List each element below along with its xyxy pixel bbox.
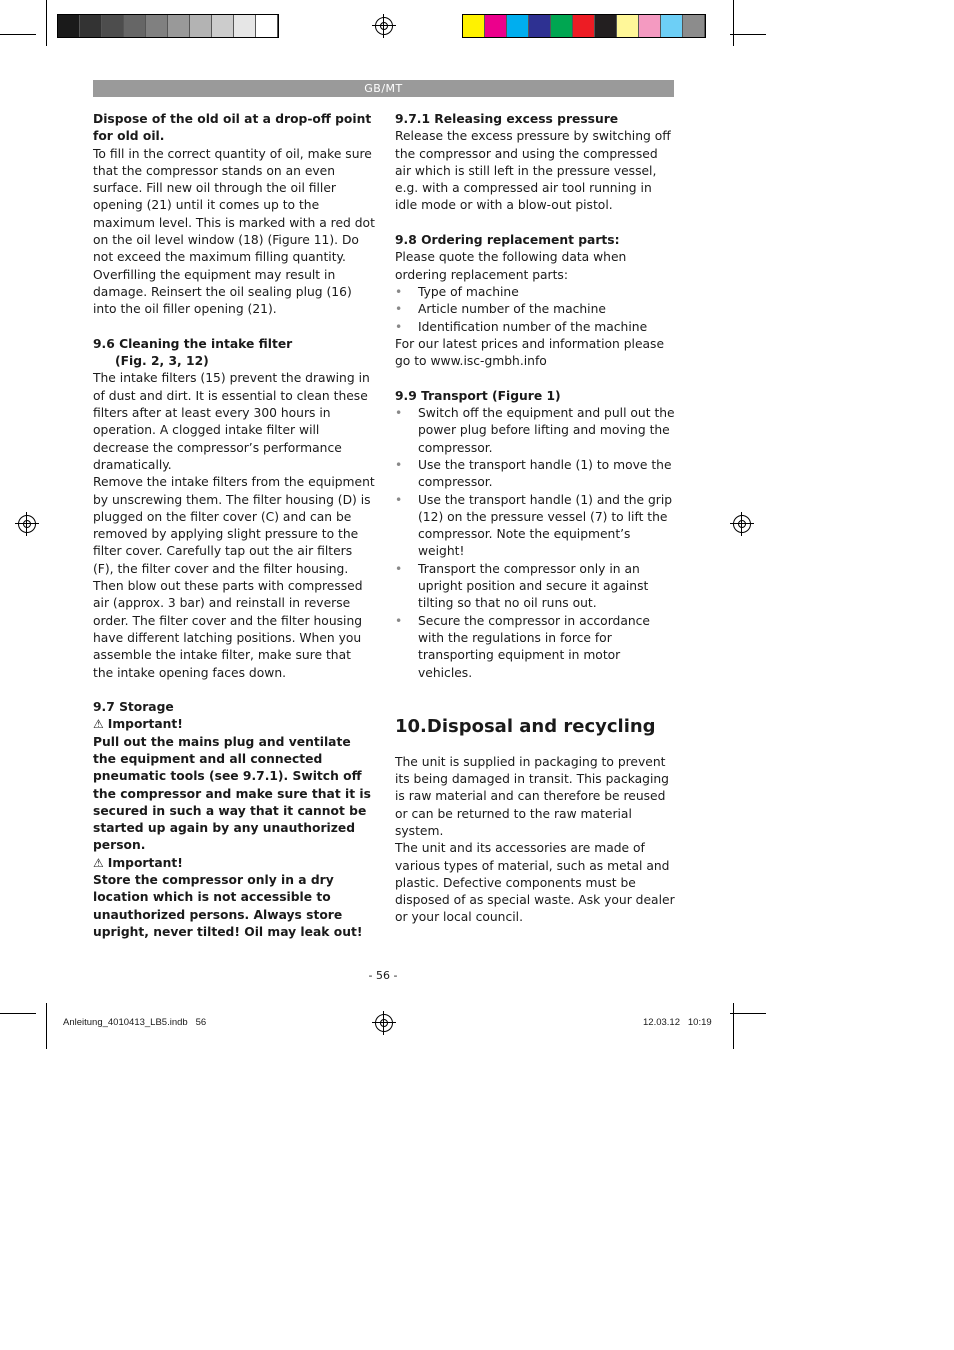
important-label: Important! (107, 855, 183, 870)
list-item: • Identification number of the machine (395, 319, 677, 336)
important-label: Important! (107, 717, 183, 732)
section-9-6-figure-ref: (Fig. 2, 3, 12) (115, 354, 209, 369)
registration-mark-icon (375, 1014, 393, 1032)
color-swatch (573, 15, 595, 37)
list-item: • Switch off the equipment and pull out the power plug before lifting and moving the compressor. (395, 405, 677, 457)
crop-mark (733, 1003, 734, 1049)
right-column (395, 111, 677, 927)
color-swatch (463, 15, 485, 37)
list-item: • Use the transport handle (1) and the grip (12) on the pressure vessel (7) to lift the compressor. Note the equipment’s weight! (395, 492, 677, 561)
list-item: • Article number of the machine (395, 301, 677, 318)
crop-mark (0, 1013, 36, 1014)
color-swatch (168, 15, 190, 37)
color-swatch (485, 15, 507, 37)
registration-mark-icon (375, 17, 393, 35)
section-9-6-paragraph-2: Remove the intake filters from the equipment by unscrewing them. The filter housing (D) is plugged on the filter cover (C) and can be removed by applying slight pressure to the filter cover. Carefully tap out the air filters (F), the filter cover and the filter housing. Then blow out these parts with compressed air (approx. 3 bar) and reinstall in reverse order. The filter cover and the filter housing have different latching positions. When you assemble the intake filter, make sure that the intake opening faces down. (93, 475, 375, 680)
section-9-9-title: 9.9 Transport (Figure 1) (395, 388, 561, 403)
page-number: - 56 - (368, 969, 398, 982)
color-swatch (102, 15, 124, 37)
color-swatch (683, 15, 705, 37)
list-item: • Secure the compressor in accordance with the regulations in force for transporting equipment in motor vehicles. (395, 613, 677, 682)
warning-icon: ⚠ (93, 717, 104, 732)
replacement-parts-list (395, 284, 677, 336)
section-9-7-1-title: 9.7.1 Releasing excess pressure (395, 112, 619, 126)
crop-mark (730, 34, 766, 35)
color-swatch (234, 15, 256, 37)
section-9-6-paragraph-1: The intake filters (15) prevent the drawing in of dust and dirt. It is essential to clean these filters after at least every 300 hours in operation. A clogged intake filter will decrease the compressor’s performance dramatically. (93, 371, 370, 472)
crop-mark (733, 0, 734, 46)
oil-disposal-heading: Dispose of the old oil at a drop-off point for old oil. (93, 112, 372, 144)
footer-file-name: Anleitung_4010413_LB5.indb 56 (63, 1017, 207, 1028)
section-10-paragraph-2: The unit and its accessories are made of various types of material, such as metal and plastic. Defective components must be disposed of as special waste. Ask your dealer or your local council. (395, 841, 675, 925)
color-swatch (551, 15, 573, 37)
section-9-8-title: 9.8 Ordering replacement parts: (395, 233, 620, 248)
section-9-7-1-text: Release the excess pressure by switching off the compressor and using the compressed air which is still left in the pressure vessel, e.g. with a compressed air tool running in idle mode or with a blow-out pistol. (395, 129, 671, 213)
left-column (93, 111, 375, 941)
crop-mark (730, 1013, 766, 1014)
crop-mark (46, 0, 47, 46)
color-swatch (80, 15, 102, 37)
color-swatch (507, 15, 529, 37)
oil-fill-text: To fill in the correct quantity of oil, make sure that the compressor stands on an even surface. Fill new oil through the oil filler opening (21) until it comes up to the maximum level. This is marked with a red dot on the oil level window (18) (Figure 11). Do not exceed the maximum filling quantity. Overfilling the equipment may result in damage. Reinsert the oil sealing plug (16) into the oil filler opening (21). (93, 146, 375, 317)
registration-mark-icon (733, 515, 751, 533)
color-swatch (617, 15, 639, 37)
color-swatch (256, 15, 278, 37)
list-item: • Transport the compressor only in an upright position and secure it against tilting so that no oil runs out. (395, 561, 677, 613)
storage-warning-1: Pull out the mains plug and ventilate the equipment and all connected pneumatic tools (see 9.7.1). Switch off the compressor and make sure that it is secured in such a way that it cannot be started up again by any unauthorized person. (93, 734, 371, 853)
section-10-title: 10.Disposal and recycling (395, 715, 656, 737)
gray-color-bar (57, 14, 279, 38)
section-9-6-title: 9.6 Cleaning the intake filter (93, 336, 293, 351)
color-swatch (146, 15, 168, 37)
list-item: • Use the transport handle (1) to move the compressor. (395, 457, 677, 492)
language-header: GB/MT (93, 80, 674, 97)
color-swatch (595, 15, 617, 37)
crop-mark (0, 34, 36, 35)
color-swatch (58, 15, 80, 37)
color-swatch (529, 15, 551, 37)
color-swatch (639, 15, 661, 37)
registration-mark-icon (18, 515, 36, 533)
process-color-bar (462, 14, 706, 38)
crop-mark (46, 1003, 47, 1049)
color-swatch (124, 15, 146, 37)
section-9-8-outro: For our latest prices and information please go to www.isc-gmbh.info (395, 336, 665, 369)
warning-icon: ⚠ (93, 855, 104, 870)
transport-list (395, 405, 677, 682)
color-swatch (661, 15, 683, 37)
section-9-7-title: 9.7 Storage (93, 700, 174, 715)
section-9-8-intro: Please quote the following data when ordering replacement parts: (395, 250, 627, 282)
storage-warning-2: Store the compressor only in a dry location which is not accessible to unauthorized persons. Always store upright, never tilted! Oil may leak out! (93, 873, 363, 939)
color-swatch (190, 15, 212, 37)
list-item: • Type of machine (395, 284, 677, 301)
section-10-paragraph-1: The unit is supplied in packaging to prevent its being damaged in transit. This packaging is raw material and can therefore be reused or can be returned to the raw material system. (395, 754, 669, 838)
color-swatch (212, 15, 234, 37)
footer-date: 12.03.12 10:19 (643, 1017, 712, 1028)
